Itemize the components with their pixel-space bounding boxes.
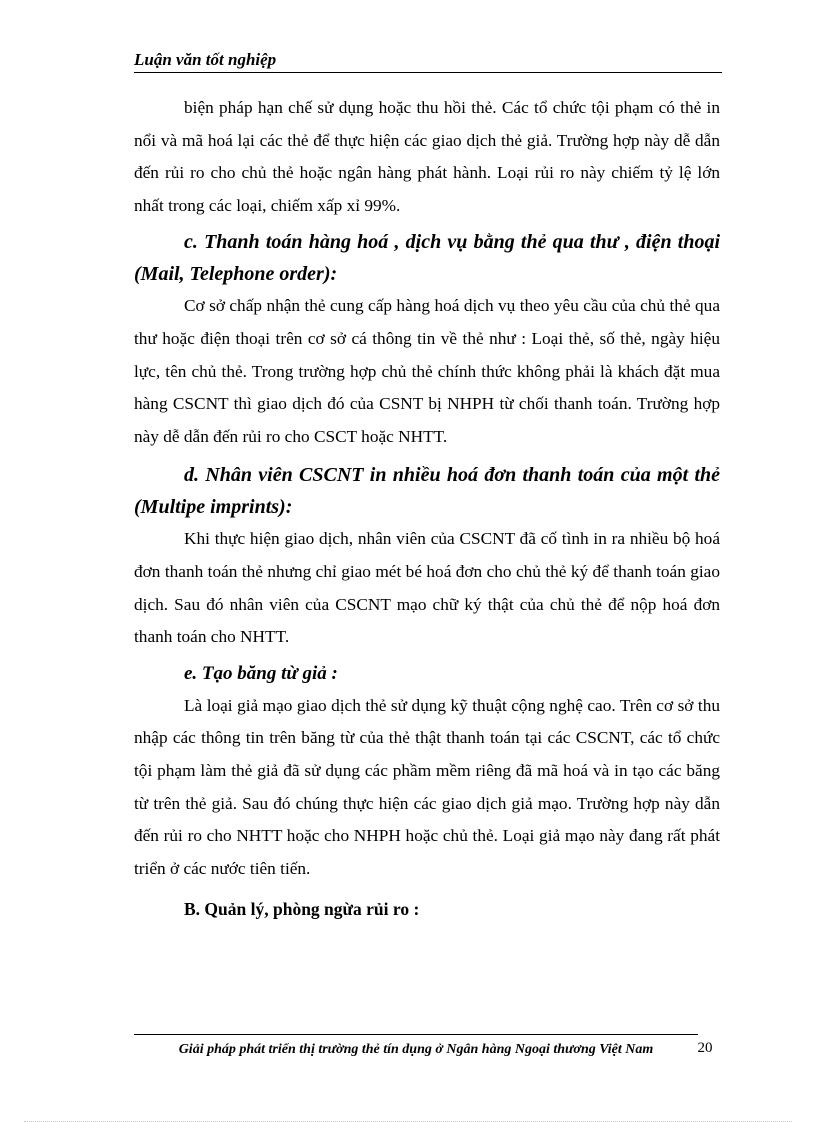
- heading-b: B. Quản lý, phòng ngừa rủi ro :: [184, 899, 420, 920]
- heading-d: d. Nhân viên CSCNT in nhiều hoá đơn thanh toán của một thẻ (Multipe imprints):: [134, 464, 720, 519]
- paragraph-d: Khi thực hiện giao dịch, nhân viên của CSCNT đã cố tình in ra nhiều bộ hoá đơn thanh toán thẻ nhưng chỉ giao mét bé hoá đơn cho chủ thẻ ký để thanh toán giao dịch. Sau đó nhân viên của CSCNT mạo chữ ký thật của chủ thẻ để nộp hoá đơn thanh toán cho NHTT.: [134, 529, 720, 647]
- paragraph-c: Cơ sở chấp nhận thẻ cung cấp hàng hoá dịch vụ theo yêu cầu của chủ thẻ qua thư hoặc điện thoại trên cơ sở cá thông tin về thẻ như : Loại thẻ, số thẻ, ngày hiệu lực, tên chủ thẻ. Trong trường hợp chủ thẻ chính thức không phải là khách đặt mua hàng CSCNT thì giao dịch đó của CSNT bị NHPH từ chối thanh toán. Trường hợp này dễ dẫn đến rủi ro cho CSCT hoặc NHTT.: [134, 296, 720, 446]
- footer-divider: [134, 1034, 698, 1035]
- header-title: Luận văn tốt nghiệp: [134, 50, 277, 69]
- page-header: [134, 48, 722, 73]
- page-number: 20: [697, 1040, 713, 1056]
- document-body: [134, 92, 720, 925]
- paragraph-e: Là loại giả mạo giao dịch thẻ sử dụng kỹ thuật cộng nghệ cao. Trên cơ sở thu nhập các thông tin trên băng từ của thẻ thật thanh toán tại các CSCNT, các tổ chức tội phạm làm thẻ giả đã sử dụng các phầm mềm riêng đã mã hoá và in tạo các băng từ trên thẻ giả. Sau đó chúng thực hiện các giao dịch giả mạo. Trường hợp này dẫn đến rủi ro cho NHTT hoặc cho NHPH hoặc chủ thẻ. Loại giả mạo này đang rất phát triển ở các nước tiên tiến.: [134, 695, 720, 878]
- page-bottom-border: [24, 1121, 792, 1122]
- paragraph-intro: biện pháp hạn chế sử dụng hoặc thu hồi thẻ. Các tổ chức tội phạm có thẻ in nổi và mã hoá lại các thẻ để thực hiện các giao dịch thẻ giả. Trường hợp này dễ dẫn đến rủi ro cho chủ thẻ hoặc ngân hàng phát hành. Loại rủi ro này chiếm tỷ lệ lớn nhất trong các loại, chiếm xấp xỉ 99%.: [134, 98, 720, 215]
- heading-c: c. Thanh toán hàng hoá , dịch vụ bằng thẻ qua thư , điện thoại (Mail, Telephone order):: [134, 231, 720, 286]
- heading-e: e. Tạo băng từ giả :: [184, 662, 338, 684]
- footer-text: Giải pháp phát triển thị trường thẻ tín dụng ở Ngân hàng Ngoại thương Việt Nam: [178, 1042, 654, 1057]
